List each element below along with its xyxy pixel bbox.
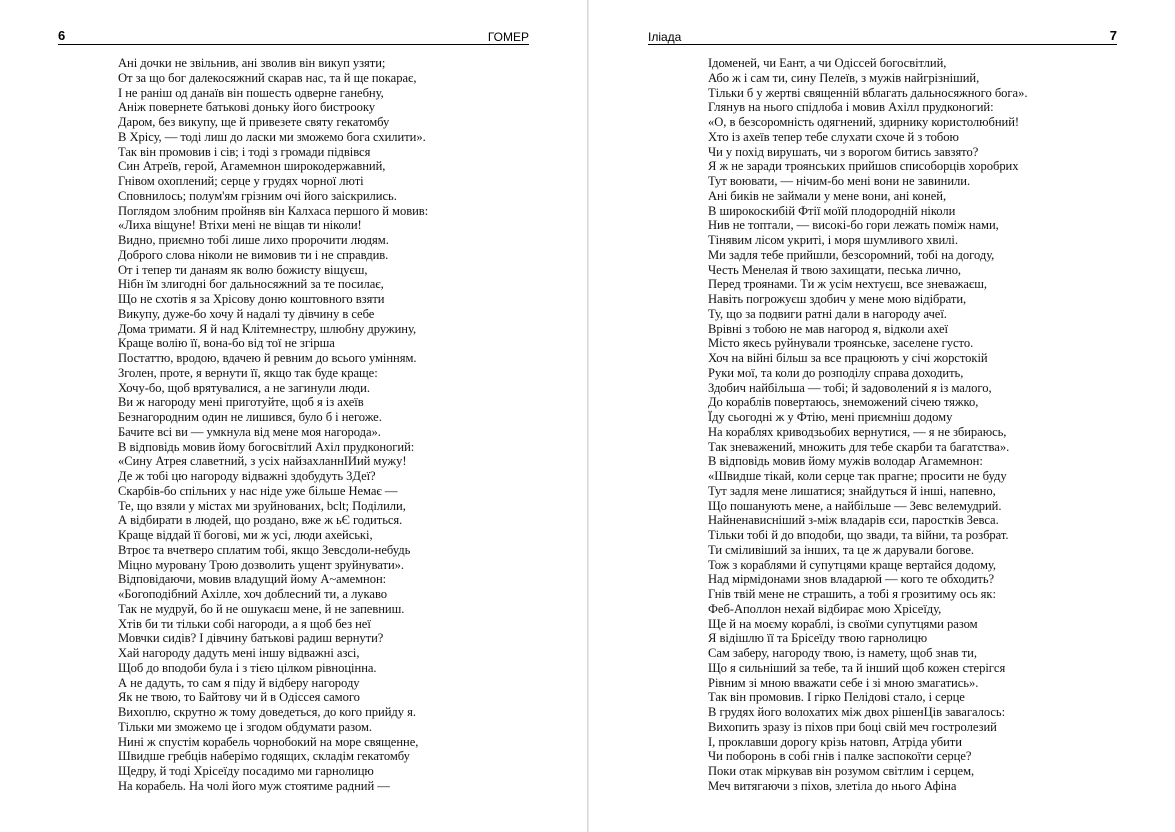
verse-line: Честь Менелая й твою захищати, песька лично, (708, 262, 962, 277)
right-running-head: Іліада (648, 30, 682, 44)
verse-line: Що пошанують мене, а найбільше — Зевс велемудрий. (708, 498, 1002, 513)
verse-line: Безнагородним один не лишився, було б і негоже. (118, 410, 382, 424)
verse-line: Тільки ми зможемо це і згодом обдумати разом. (118, 719, 373, 734)
verse-line: І, проклавши дорогу крізь натовп, Атріда убити (708, 734, 962, 749)
verse-line: Краще волію її, вона-бо від тої не згірша (118, 336, 335, 351)
verse-line: Перед троянами. Ти ж усім нехтуєш, все зневажаєш, (708, 277, 988, 292)
verse-line: Ти сміливіший за інших, та це ж дарували богове. (708, 542, 974, 557)
verse-line: Ми задля тебе прийшли, безсоромний, тобі на догоду, (708, 247, 995, 262)
verse-line: Син Атреїв, герой, Агамемнон широкодержавний, (118, 159, 386, 174)
right-page (589, 0, 1175, 832)
verse-line: Краще віддай її богові, ми ж усі, люди ахейські, (118, 528, 373, 542)
verse-line: В Хрісу, — тоді лиш до ласки ми зможемо бога схилити». (118, 129, 426, 144)
verse-line: «О, в безсоромність одягнений, здирнику користолюбний! (708, 115, 1020, 129)
verse-line: В грудях його волохатих між двох рішенЦів завагалось: (708, 705, 1006, 719)
verse-line: В відповідь мовив йому мужів володар Агамемнон: (708, 454, 983, 469)
verse-line: Так він промовив і сів; і тоді з громади підвівся (118, 144, 371, 159)
verse-line: Чи у похід вирушать, чи з ворогом битись завзято? (708, 144, 979, 159)
verse-line: Тільки б у жертві священній вблагать дальносяжного бога». (708, 85, 1028, 100)
right-page-header (648, 28, 1117, 45)
verse-line: Гнів твій мене не страшить, а тобі я грозитиму ось як: (708, 587, 996, 601)
verse-line: Тут воювати, — нічим-бо мені вони не завинили. (708, 174, 971, 188)
verse-line: До кораблів повертаюсь, знеможений січею тяжко, (708, 395, 979, 410)
right-page-number: 7 (1109, 28, 1117, 43)
verse-line: Тінявим лісом укриті, і моря шумливого хвилі. (708, 233, 958, 247)
verse-line: Я відішлю її та Брісеїду твою гарнолицю (708, 631, 928, 646)
verse-line: Дома тримати. Я й над Клітемнестру, шлюбну дружину, (118, 321, 417, 336)
verse-line: Рівним зі мною вважати себе і зі мною змагатись». (708, 675, 979, 690)
verse-line: Де ж тобі цю нагороду відважні здобудуть 3Деї? (118, 469, 376, 483)
verse-line: Втроє та вчетверо сплатим тобі, якщо Зевсдоли-небудь (118, 542, 411, 557)
verse-line: Як не твою, то Байтову чи й в Одіссея самого (118, 690, 360, 705)
verse-line: Міцно муровану Трою дозволить ущент зруйнувати». (118, 557, 404, 572)
left-page-header (58, 28, 529, 45)
verse-line: Сам заберу, нагороду твою, із намету, щоб знав ти, (708, 646, 977, 660)
verse-line: Ідоменей, чи Еант, а чи Одіссей богосвітлий, (708, 56, 947, 70)
verse-line: Ще й на моєму кораблі, із своїми супутцями разом (708, 616, 978, 631)
verse-line: Зголен, проте, я вернути її, якщо так буде краще: (118, 365, 378, 380)
verse-line: Те, що взяли у містах ми зруйнованих, bclt; Поділили, (118, 498, 406, 513)
verse-line: Доброго слова ніколи не вимовив ти і не справдив. (118, 247, 389, 262)
left-page-number: 6 (58, 28, 66, 43)
verse-line: Найненависніший з-між владарів єси, паростків Зевса. (708, 513, 999, 528)
verse-line: Мовчки сидів? І дівчину батькові радиш вернути? (118, 631, 384, 646)
verse-line: Відповідаючи, мовив владущий йому А~амемнон: (118, 572, 387, 587)
verse-line: Так він промовив. І гірко Пелідові стало, і серце (708, 690, 965, 705)
verse-line: І не раніш од данаїв він пошесть одверне ганебну, (118, 85, 384, 100)
verse-line: От і тепер ти данаям як волю божисту віщуєш, (118, 262, 368, 277)
verse-line: Місто якесь руйнували троянське, заселене густо. (708, 336, 974, 351)
verse-line: Над мірмідонами знов владарюй — кого те обходить? (708, 572, 995, 587)
verse-line: Скарбів-бо спільних у нас ніде уже більше Немає — (118, 483, 398, 498)
verse-line: Навіть погрожуєш здобич у мене мою відібрати, (708, 292, 967, 306)
left-page-text (118, 56, 428, 794)
verse-line: В відповідь мовив йому богосвітлий Ахіл прудконогий: (118, 439, 415, 454)
verse-line: «Богоподібний Ахілле, хоч доблесний ти, а лукаво (118, 587, 388, 601)
verse-line: Бачите всі ви — умкнула від мене моя нагорода». (118, 424, 381, 439)
verse-line: Глянув на нього спідлоба і мовив Ахілл прудконогий: (708, 100, 994, 115)
verse-line: Щедру, й тоді Хрісеїду посадимо ми гарнолицю (118, 764, 374, 778)
verse-line: На кораблях криводзьобих вернутися, — я не збираюсь, (708, 424, 1007, 439)
verse-line: Ані биків не займали у мене вони, ані коней, (708, 188, 947, 203)
verse-line: Нині ж спустім корабель чорнобокий на море священне, (118, 734, 419, 749)
verse-line: Хай нагороду дадуть мені іншу відважні азсі, (118, 646, 360, 660)
left-running-head: ГОМЕР (487, 30, 529, 44)
verse-line: Хтів би ти тільки собі нагороди, а я щоб без неї (118, 616, 371, 631)
verse-line: Врівні з тобою не мав нагород я, відколи ахеї (708, 321, 948, 336)
verse-line: Видно, приємно тобі лише лихо пророчити людям. (118, 233, 389, 247)
verse-line: Викупу, дуже-бо хочу й надалі ту дівчину в себе (118, 306, 375, 321)
left-page (0, 0, 587, 832)
verse-line: Вихоплю, скрутно ж тому доведеться, до кого прийду я. (118, 705, 416, 719)
verse-line: Хто із ахеїв тепер тебе слухати схоче й з тобою (708, 129, 959, 144)
verse-line: Феб-Аполлон нехай відбирає мою Хрісеїду, (708, 601, 942, 616)
verse-line: Тож з кораблями й супутцями краще вертайся додому, (708, 557, 996, 572)
verse-line: Тільки тобі й до вподоби, що звади, та війни, та розбрат. (708, 528, 1009, 542)
verse-line: От за що бог далекосяжний скарав нас, та й ще покарає, (118, 70, 417, 85)
verse-line: Я ж не заради троянських прийшов списоборців хоробрих (708, 159, 1019, 174)
verse-line: Швидше гребців наберімо годящих, складім гекатомбу (118, 749, 410, 764)
verse-line: Здобич найбільша — тобі; й задоволений я із малого, (708, 380, 992, 395)
verse-line: На корабель. На чолі його муж стоятиме радний — (118, 778, 390, 793)
verse-line: Руки мої, та коли до розподілу справа доходить, (708, 365, 964, 380)
verse-line: Ані дочки не звільнив, ані зволив він викуп узяти; (118, 56, 386, 70)
verse-line: Поки отак міркував він розумом світлим і серцем, (708, 764, 975, 778)
verse-line: Ви ж нагороду мені приготуйте, щоб я із ахеїв (118, 395, 364, 410)
verse-line: Або ж і сам ти, сину Пелеїв, з мужів найгрізніший, (708, 70, 980, 85)
verse-line: Їду сьогодні ж у Фтію, мені приємніш додому (708, 410, 953, 424)
verse-line: «Швидше тікай, коли серце так прагне; просити не буду (708, 469, 1007, 483)
verse-line: Ту, що за подвиги ратні дали в нагороду ачеї. (708, 306, 947, 321)
verse-line: Нібн їм злигодні бог дальносяжний за те посилає, (118, 277, 384, 292)
verse-line: Так зневажений, множить для тебе скарби та багатства». (708, 439, 1010, 454)
verse-line: Хочу-бо, щоб врятувалися, а не загинули люди. (118, 380, 370, 395)
verse-line: В широкоскибій Фтії моїй плодородній ніколи (708, 203, 956, 218)
verse-line: Аніж повернете батькові доньку його бистрооку (118, 100, 376, 115)
verse-line: Вихопить зразу із піхов при боці свій меч гостролезий (708, 719, 997, 734)
verse-line: А не дадуть, то сам я піду й відберу нагороду (118, 675, 360, 690)
verse-line: Чи поборонь в собі гнів і палке заспокоїти серце? (708, 749, 972, 764)
verse-line: Даром, без викупу, ще й привезете святу гекатомбу (118, 115, 390, 129)
verse-line: А відбирати в людей, що роздано, вже ж ьЄ годиться. (118, 513, 403, 528)
verse-line: Тут задля мене лишатися; знайдуться й інші, напевно, (708, 483, 996, 498)
verse-line: Нив не топтали, — високі-бо гори лежать поміж нами, (708, 218, 999, 233)
verse-line: Що не схотів я за Хрісову доню коштовного взяти (118, 292, 385, 306)
verse-line: Поглядом злобним пройняв він Калхаса першого й мовив: (118, 203, 429, 218)
right-page-text (708, 56, 1027, 794)
verse-line: «Лиха віщуне! Втіхи мені не віщав ти ніколи! (118, 218, 362, 233)
verse-line: Щоб до вподоби була і з тією цілком рівноцінна. (118, 660, 377, 675)
verse-line: «Сину Атрея славетний, з усіх найзахланнІИий мужу! (118, 454, 407, 469)
verse-line: Сповнилось; полум'ям грізним очі його заіскрились. (118, 188, 397, 203)
verse-line: Так не мудруй, бо й не ошукаєш мене, й не запевниш. (118, 601, 405, 616)
verse-line: Хоч на війні більш за все працюють у січі жорстокій (708, 351, 988, 365)
verse-line: Що я сильніший за тебе, та й інший щоб кожен стерігся (708, 660, 1006, 675)
verse-line: Постаттю, вродою, вдачею й ревним до всього умінням. (118, 351, 417, 365)
verse-line: Гнівом охоплений; серце у грудях чорної люті (118, 174, 364, 188)
verse-line: Меч витягаючи з піхов, злетіла до нього Афіна (708, 778, 957, 793)
